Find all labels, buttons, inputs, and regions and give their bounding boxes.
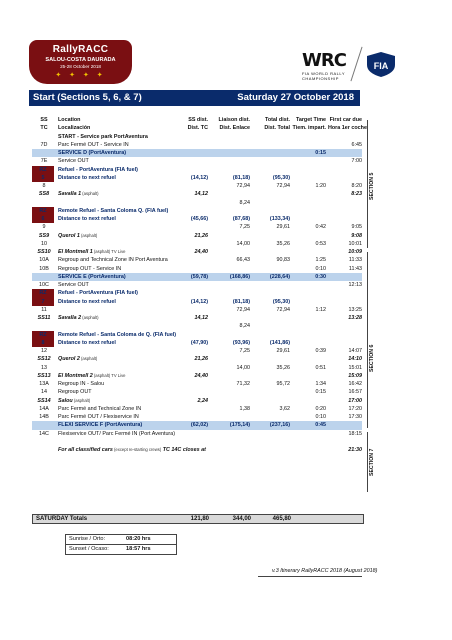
cell-code: 14	[41, 389, 47, 396]
col-target-es: Tiem. impart.	[292, 125, 326, 132]
col-ss-dist: SS dist.	[188, 117, 208, 123]
wrc-logo	[302, 50, 354, 80]
schedule-row	[32, 314, 362, 322]
cell-loc: Refuel - PortAventura (FIA fuel)	[58, 290, 138, 297]
schedule-row	[32, 405, 362, 413]
cell-code: SS13	[37, 372, 51, 379]
col-first-car-es: Hora 1er coche	[328, 125, 367, 132]
cell-loc: Remote Refuel - Santa Coloma de Q. (FIA fuel)	[58, 331, 177, 338]
cell-total: 35,26	[276, 364, 290, 371]
schedule-row	[32, 133, 362, 141]
cell-first: 12:13	[348, 282, 362, 288]
cell-ss: 21,26	[194, 232, 208, 239]
column-header-row-es	[32, 124, 367, 132]
cell-liaison: 7,25	[239, 348, 250, 354]
cell-total: 3,62	[279, 405, 290, 412]
cell-loc-tag: (asphalt)	[79, 356, 98, 362]
cell-first: 9:08	[351, 232, 362, 239]
cell-loc: El Montmell 1 (asphalt) TV Live	[58, 249, 126, 255]
cell-loc-tag: (asphalt)	[79, 232, 98, 238]
cell-code: 13	[41, 364, 47, 371]
cell-loc-tag: (except re-starting crews)	[112, 447, 162, 452]
sunset-row	[66, 545, 176, 554]
cell-first: 16:57	[348, 389, 362, 396]
cell-ss: (14,12)	[190, 174, 208, 181]
schedule-row	[32, 430, 362, 438]
cell-loc: Regroup and Technical Zone IN Port Aventura	[58, 257, 168, 264]
schedule-row	[32, 149, 362, 157]
section-labels	[365, 120, 381, 530]
cell-loc-tag: (asphalt)	[81, 315, 99, 320]
cell-liaison: (87,68)	[232, 216, 250, 222]
cell-loc: El Montmell 2 (asphalt) TV Live	[58, 372, 126, 379]
cell-loc: Remote Refuel - Santa Coloma Q. (FIA fuel)	[58, 207, 169, 214]
cell-target: 0:15	[315, 389, 326, 396]
cell-code: 7	[32, 298, 54, 306]
cell-loc-tag: (asphalt) TV Live	[92, 249, 126, 254]
schedule-row	[32, 380, 362, 388]
schedule-row	[32, 207, 362, 215]
cell-code: RZ	[32, 207, 54, 215]
schedule-row	[32, 347, 362, 355]
schedule-row	[32, 298, 362, 306]
rallyracc-logo-date: 25-28 October 2018	[60, 64, 101, 69]
cell-loc: Refuel - PortAventura (FIA fuel)	[58, 166, 138, 173]
cell-code: 10B	[39, 265, 49, 272]
cell-ss: (47,90)	[190, 339, 208, 346]
cell-code: SS9	[38, 232, 50, 239]
cell-target: 0:30	[315, 273, 326, 280]
cell-code: 11	[41, 306, 47, 313]
cell-liaison: 8,24	[239, 199, 250, 206]
cell-first: 18:15	[348, 430, 362, 437]
rallyracc-logo-stars: ✦ ✦ ✦ ✦	[55, 72, 106, 79]
schedule-row	[32, 364, 362, 372]
cell-code: SS11	[37, 315, 51, 321]
cell-code: 7E	[40, 158, 48, 165]
cell-ss: (45,66)	[190, 216, 208, 222]
cell-first: 10:01	[348, 240, 362, 247]
cell-code: 5	[32, 174, 54, 182]
schedule-row	[32, 166, 362, 174]
cell-loc: SERVICE D (PortAventura)	[58, 150, 126, 156]
cell-total: 29,61	[276, 348, 290, 354]
cell-loc: Service OUT	[58, 282, 89, 288]
cell-ss: (62,02)	[190, 422, 208, 429]
cell-code: 10	[41, 240, 47, 247]
schedule-row	[32, 215, 362, 223]
cell-loc: Regroup OUT - Service IN	[58, 265, 122, 272]
schedule-row	[32, 182, 362, 190]
cell-first: 11:43	[348, 265, 362, 272]
col-total-es: Dist. Total	[264, 125, 290, 132]
cell-target: 1:20	[315, 183, 326, 189]
schedule-row	[32, 199, 362, 207]
cell-liaison: (81,18)	[232, 298, 250, 305]
schedule-row	[32, 190, 362, 198]
sunset-label: Sunset / Ocaso:	[69, 546, 109, 552]
section-6-bracket	[367, 252, 380, 428]
schedule-row	[32, 421, 362, 429]
cell-code: 7D	[40, 141, 48, 148]
cell-loc: FLEXI SERVICE F (PortAventura)	[58, 422, 143, 429]
cell-first: 17:20	[348, 405, 362, 412]
cell-first: 10:09	[348, 249, 362, 255]
cell-loc-note: TC 14C closes at	[161, 447, 206, 453]
cell-first: 17:00	[348, 397, 362, 404]
schedule-row	[32, 141, 362, 149]
cell-target: 0:10	[315, 265, 326, 272]
cell-first: 8:23	[351, 191, 362, 198]
fia-emblem-icon	[364, 50, 398, 78]
section-5-bracket	[367, 120, 380, 248]
schedule-row	[32, 157, 362, 165]
cell-loc: Distance to next refuel	[58, 339, 116, 346]
cell-target: 0:39	[315, 348, 326, 354]
cell-target: 0:15	[315, 150, 326, 156]
cell-ss: 21,26	[194, 356, 208, 363]
schedule-row	[32, 372, 362, 380]
cell-loc: Salou (asphalt)	[58, 397, 91, 404]
schedule-row	[32, 248, 362, 256]
header-title: Start (Sections 5, 6, & 7)	[33, 92, 142, 103]
cell-loc: Service OUT	[58, 158, 89, 165]
cell-code: RZ	[32, 331, 54, 339]
cell-liaison: (81,18)	[232, 174, 250, 181]
cell-liaison: 66,43	[236, 257, 250, 264]
cell-liaison: 14,00	[236, 240, 250, 247]
cell-liaison: 71,32	[236, 381, 250, 387]
cell-target: 1:12	[315, 306, 326, 313]
cell-code: 14B	[39, 414, 49, 420]
section-6-label: SECTION 6	[369, 344, 375, 372]
section-7-bracket	[367, 432, 380, 492]
cell-first: 8:20	[351, 183, 362, 189]
cell-liaison: (93,96)	[232, 339, 250, 346]
itinerary-version: v.3 Itinerary RallyRACC 2018 (August 2018)	[272, 568, 378, 574]
wrc-logo-sub: FIA WORLD RALLY CHAMPIONSHIP	[302, 71, 345, 81]
sunrise-label: Sunrise / Orto:	[69, 536, 106, 542]
cell-loc: Savalla 2 (asphalt)	[58, 315, 99, 321]
cell-loc: Regroup IN - Salou	[58, 381, 105, 387]
section-7-label: SECTION 7	[369, 448, 375, 476]
cell-ss: (59,78)	[190, 273, 208, 280]
cell-total: 90,83	[276, 257, 290, 264]
cell-target: 0:53	[315, 240, 326, 247]
cell-loc: Savalla 1 (asphalt)	[58, 191, 99, 198]
cell-liaison: 72,94	[236, 306, 250, 313]
fia-logo-text: FIA	[373, 61, 389, 71]
cell-liaison: 1,38	[239, 405, 250, 412]
cell-total: (237,16)	[269, 422, 290, 429]
cell-code: RZ	[32, 166, 54, 174]
cell-first: 7:00	[351, 158, 362, 165]
totals-ss: 121,80	[190, 516, 209, 522]
cell-liaison: 8,24	[239, 323, 250, 330]
cell-loc: Parc Fermé OUT / Flexiservice IN	[58, 414, 139, 420]
cell-target: 1:34	[315, 381, 326, 387]
footer-divider	[258, 576, 362, 577]
col-first-car: First car due	[329, 117, 362, 123]
sunset-value: 18:57 hrs	[126, 546, 151, 552]
cell-first: 13:25	[348, 306, 362, 313]
cell-code: 13A	[39, 381, 49, 387]
cell-total: 72,94	[276, 183, 290, 189]
col-liaison: Liaison dist.	[218, 117, 250, 123]
schedule-row	[32, 281, 362, 289]
wrc-logo-name: WRC	[302, 50, 346, 71]
cell-liaison: 7,25	[239, 224, 250, 231]
cell-code: SS12	[37, 356, 51, 363]
cell-code: 6	[32, 215, 54, 223]
cell-first: 14:07	[348, 348, 362, 354]
cell-loc-tag: (asphalt)	[72, 397, 91, 403]
cell-loc: Querol 1 (asphalt)	[58, 232, 98, 239]
cell-code: 10C	[39, 282, 49, 288]
cell-loc: START - Service park PortAventura	[58, 133, 148, 140]
schedule-row	[32, 240, 362, 248]
col-location-es: Localización	[58, 125, 91, 132]
saturday-totals	[32, 514, 364, 524]
sunrise-value: 08:20 hrs	[126, 536, 151, 542]
schedule-row	[32, 232, 362, 240]
cell-target: 1:25	[315, 257, 326, 264]
cell-total: 29,61	[276, 224, 290, 231]
schedule-row	[32, 355, 362, 363]
cell-first: 15:01	[348, 364, 362, 371]
col-ss-dist-es: Dist. TC	[187, 125, 208, 132]
cell-code: 10A	[39, 257, 49, 264]
cell-loc: Flexiservice OUT/ Parc Fermé IN (Port Aventura)	[58, 430, 176, 437]
cell-first: 9:05	[351, 224, 362, 231]
cell-first: 21:30	[348, 447, 362, 453]
schedule-row	[32, 273, 362, 281]
cell-code: 14C	[39, 430, 49, 437]
cell-loc: Regroup OUT	[58, 389, 92, 396]
cell-ss: 24,40	[194, 372, 208, 379]
cell-loc: Querol 2 (asphalt)	[58, 356, 98, 363]
cell-liaison: (168,86)	[229, 273, 250, 280]
schedule-row	[32, 339, 362, 347]
cell-target: 0:51	[315, 364, 326, 371]
cell-first: 11:33	[348, 257, 362, 264]
cell-total: (95,30)	[272, 298, 290, 305]
cell-code: SS10	[37, 249, 51, 255]
cell-first: 14:10	[348, 356, 362, 363]
schedule-rows	[32, 133, 362, 455]
col-liaison-es: Dist. Enlace	[219, 125, 250, 132]
cell-target: 0:10	[315, 414, 326, 420]
cell-first: 15:09	[348, 372, 362, 379]
schedule-table	[32, 116, 367, 454]
cell-total: (228,64)	[269, 273, 290, 280]
schedule-row	[32, 174, 362, 182]
cell-liaison: 72,94	[236, 183, 250, 189]
cell-code: 12	[41, 348, 47, 354]
cell-code: 14A	[39, 405, 49, 412]
schedule-row	[32, 388, 362, 396]
sunrise-row	[66, 535, 176, 545]
schedule-row	[32, 438, 362, 446]
schedule-row	[32, 265, 362, 273]
cell-ss: (14,12)	[190, 298, 208, 305]
cell-first: 17:30	[348, 414, 362, 420]
cell-total: (95,30)	[272, 174, 290, 181]
cell-liaison: 14,00	[236, 364, 250, 371]
schedule-row	[32, 289, 362, 297]
schedule-row	[32, 306, 362, 314]
rallyracc-logo-sub: SALOU-COSTA DAURADA	[45, 57, 116, 63]
cell-ss: 24,40	[194, 249, 208, 255]
cell-target: 0:45	[315, 422, 326, 429]
cell-loc: Distance to next refuel	[58, 298, 116, 305]
schedule-header	[29, 90, 360, 106]
cell-total: 72,94	[276, 306, 290, 313]
totals-label: SATURDAY Totals	[36, 516, 88, 522]
col-target: Target Time	[295, 117, 326, 123]
cell-total: 35,26	[276, 240, 290, 247]
schedule-row	[32, 446, 362, 454]
cell-loc: Distance to next refuel	[58, 174, 116, 181]
cell-code: RZ	[32, 289, 54, 297]
cell-loc-tag: (asphalt) TV Live	[92, 372, 126, 378]
cell-first: 16:42	[348, 381, 362, 387]
rallyracc-logo-name: RallyRACC	[52, 44, 109, 55]
cell-loc: SERVICE E (PortAventura)	[58, 273, 126, 280]
cell-code: 9	[42, 224, 46, 231]
cell-code: 8	[32, 339, 54, 347]
totals-liaison: 344,00	[232, 516, 251, 522]
rallyracc-logo	[29, 40, 132, 84]
section-5-label: SECTION 5	[369, 172, 375, 200]
cell-target: 0:20	[315, 405, 326, 412]
cell-total: (133,34)	[269, 216, 290, 222]
cell-code: 8	[42, 183, 46, 189]
cell-loc: Parc Fermé and Technical Zone IN	[58, 405, 142, 412]
column-header-row	[32, 116, 362, 124]
cell-first: 13:28	[348, 315, 362, 321]
fia-logo	[364, 50, 398, 78]
cell-code: SS14	[37, 397, 51, 404]
cell-loc: Distance to next refuel	[58, 216, 116, 222]
schedule-row	[32, 322, 362, 330]
sun-times	[65, 534, 177, 555]
totals-total: 465,80	[272, 516, 291, 522]
schedule-row	[32, 223, 362, 231]
col-code: SS	[40, 117, 48, 123]
col-total: Total dist.	[264, 117, 290, 123]
col-location: Location	[58, 117, 81, 123]
cell-total: 95,72	[276, 381, 290, 387]
cell-ss: 14,12	[194, 191, 208, 198]
cell-ss: 14,12	[194, 315, 208, 321]
cell-ss: 2,24	[197, 397, 208, 404]
schedule-row	[32, 256, 362, 264]
cell-total: (141,86)	[269, 339, 290, 346]
cell-first: 6:45	[351, 141, 362, 148]
col-code-es: TC	[40, 125, 48, 132]
header-date: Saturday 27 October 2018	[237, 92, 354, 103]
cell-target: 0:42	[315, 224, 326, 231]
cell-loc-tag: (asphalt)	[81, 191, 99, 197]
cell-liaison: (175,14)	[229, 422, 250, 429]
cell-code: SS8	[38, 191, 50, 198]
schedule-row	[32, 331, 362, 339]
schedule-row	[32, 397, 362, 405]
cell-loc: Parc Fermé OUT - Service IN	[58, 141, 129, 148]
cell-loc: For all classified cars (except re-starting crews) TC 14C closes at	[58, 447, 206, 453]
schedule-row	[32, 413, 362, 421]
